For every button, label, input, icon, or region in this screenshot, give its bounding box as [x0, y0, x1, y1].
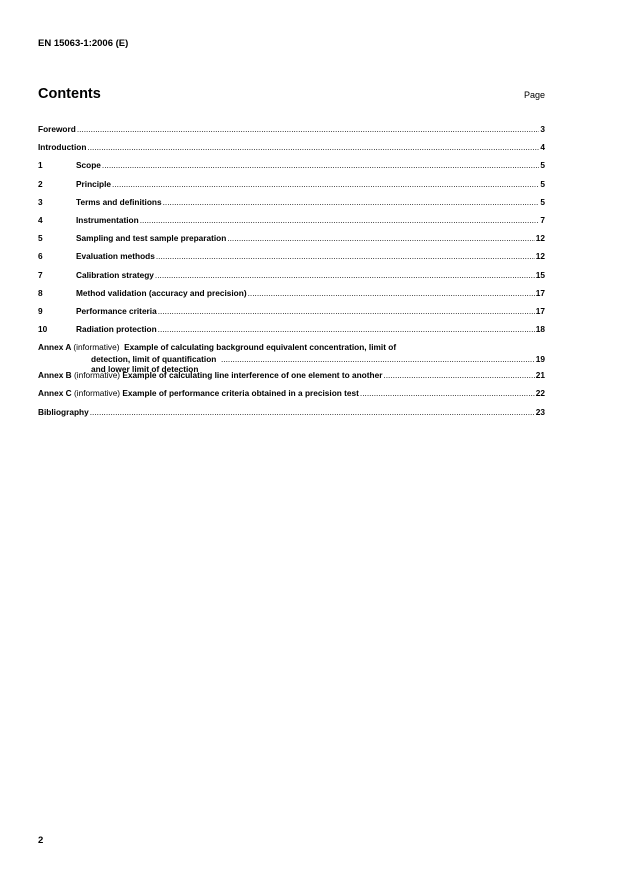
toc-entry-title: Calibration strategy — [76, 269, 154, 280]
toc-entry-number: 6 — [38, 251, 43, 262]
toc-entry-number: 4 — [38, 214, 43, 225]
dot-leader — [87, 142, 539, 152]
toc-entry-number: 9 — [38, 305, 43, 316]
toc-entry-page: 4 — [540, 142, 545, 153]
toc-entry-page: 3 — [540, 124, 545, 134]
toc-entry-performance-criteria[interactable] — [38, 306, 545, 324]
toc-entry-page: 12 — [535, 251, 545, 262]
toc-entry-title: Evaluation methods — [76, 251, 155, 262]
toc-entry-title: Performance criteria — [76, 305, 157, 316]
annex-title-line1: Example of calculating background equivalent concentration, limit of — [124, 342, 397, 353]
dot-leader — [163, 197, 540, 207]
toc-entry-number: 7 — [38, 269, 43, 280]
toc-entry-page: 7 — [540, 214, 545, 225]
toc-entry-foreword[interactable] — [38, 124, 545, 142]
dot-leader — [221, 354, 535, 364]
toc-entry-title: Scope — [76, 160, 101, 171]
toc-entry-number: 10 — [38, 324, 48, 335]
toc-entry-instrumentation[interactable] — [38, 215, 545, 233]
toc-entry-page: 5 — [540, 196, 545, 207]
dot-leader — [227, 233, 534, 243]
dot-leader — [140, 215, 540, 225]
annex-label: Annex A — [38, 342, 72, 353]
table-of-contents — [38, 124, 545, 425]
toc-entry-title: Principle — [76, 178, 112, 189]
annex-type: (informative) — [73, 370, 121, 381]
dot-leader — [156, 251, 535, 261]
toc-entry-title: Radiation protection — [76, 324, 157, 335]
toc-entry-annex-b[interactable] — [38, 370, 545, 388]
toc-entry-page: 23 — [535, 406, 545, 417]
toc-entry-page: 17 — [535, 287, 545, 298]
toc-entry-radiation-protection[interactable] — [38, 324, 545, 342]
annex-type: (informative) — [73, 388, 121, 399]
dot-leader — [248, 288, 535, 298]
toc-entry-evaluation-methods[interactable] — [38, 251, 545, 269]
toc-entry-page: 12 — [535, 233, 545, 244]
dot-leader — [155, 270, 535, 280]
dot-leader — [383, 370, 534, 380]
toc-entry-page: 15 — [535, 269, 545, 280]
toc-entry-calibration-strategy[interactable] — [38, 270, 545, 288]
toc-entry-title: Bibliography — [38, 406, 89, 417]
page-number: 2 — [38, 835, 44, 846]
dot-leader — [90, 407, 535, 417]
dot-leader — [158, 306, 535, 316]
dot-leader — [360, 388, 535, 398]
toc-entry-number: 8 — [38, 287, 43, 298]
toc-entry-number: 5 — [38, 233, 43, 244]
annex-a-second-line — [38, 354, 545, 375]
toc-entry-page: 21 — [535, 370, 545, 381]
annex-label: Annex C — [38, 388, 72, 399]
annex-title: Example of calculating line interference of one element to another — [122, 370, 383, 381]
toc-entry-bibliography[interactable] — [38, 407, 545, 425]
toc-entry-sampling[interactable] — [38, 233, 545, 251]
toc-entry-principle[interactable] — [38, 179, 545, 197]
annex-label: Annex B — [38, 370, 72, 381]
dot-leader — [77, 124, 540, 134]
toc-entry-number: 1 — [38, 160, 43, 171]
dot-leader — [102, 160, 539, 170]
toc-entry-title: Method validation (accuracy and precision) — [76, 287, 247, 298]
toc-entry-title: Sampling and test sample preparation — [76, 233, 227, 244]
toc-entry-method-validation[interactable] — [38, 288, 545, 306]
toc-entry-number: 2 — [38, 178, 43, 189]
toc-entry-page: 18 — [535, 324, 545, 335]
toc-entry-number: 3 — [38, 196, 43, 207]
contents-title: Contents — [38, 86, 101, 102]
toc-entry-page: 19 — [535, 354, 545, 365]
toc-entry-page: 22 — [535, 388, 545, 399]
dot-leader — [112, 179, 539, 189]
contents-title-row — [38, 86, 545, 102]
annex-title: Example of performance criteria obtained in a precision test — [122, 388, 359, 399]
dot-leader — [158, 324, 535, 334]
toc-entry-scope[interactable] — [38, 160, 545, 178]
document-id-header: EN 15063-1:2006 (E) — [38, 38, 129, 49]
annex-title-line2: detection, limit of quantification and lower limit of detection — [91, 354, 217, 375]
toc-entry-page: 5 — [540, 178, 545, 189]
toc-entry-page: 5 — [540, 160, 545, 171]
toc-entry-annex-a[interactable] — [38, 342, 545, 375]
toc-entry-annex-c[interactable] — [38, 388, 545, 406]
toc-entry-title: Instrumentation — [76, 214, 139, 225]
toc-entry-page: 17 — [535, 305, 545, 316]
toc-entry-introduction[interactable] — [38, 142, 545, 160]
toc-entry-title: Foreword — [38, 124, 76, 134]
toc-entry-title: Introduction — [38, 142, 87, 153]
page-column-label: Page — [523, 90, 545, 100]
annex-a-first-line — [38, 342, 545, 354]
toc-entry-terms-definitions[interactable] — [38, 197, 545, 215]
toc-entry-title: Terms and definitions — [76, 196, 162, 207]
annex-type: (informative) — [73, 342, 120, 353]
